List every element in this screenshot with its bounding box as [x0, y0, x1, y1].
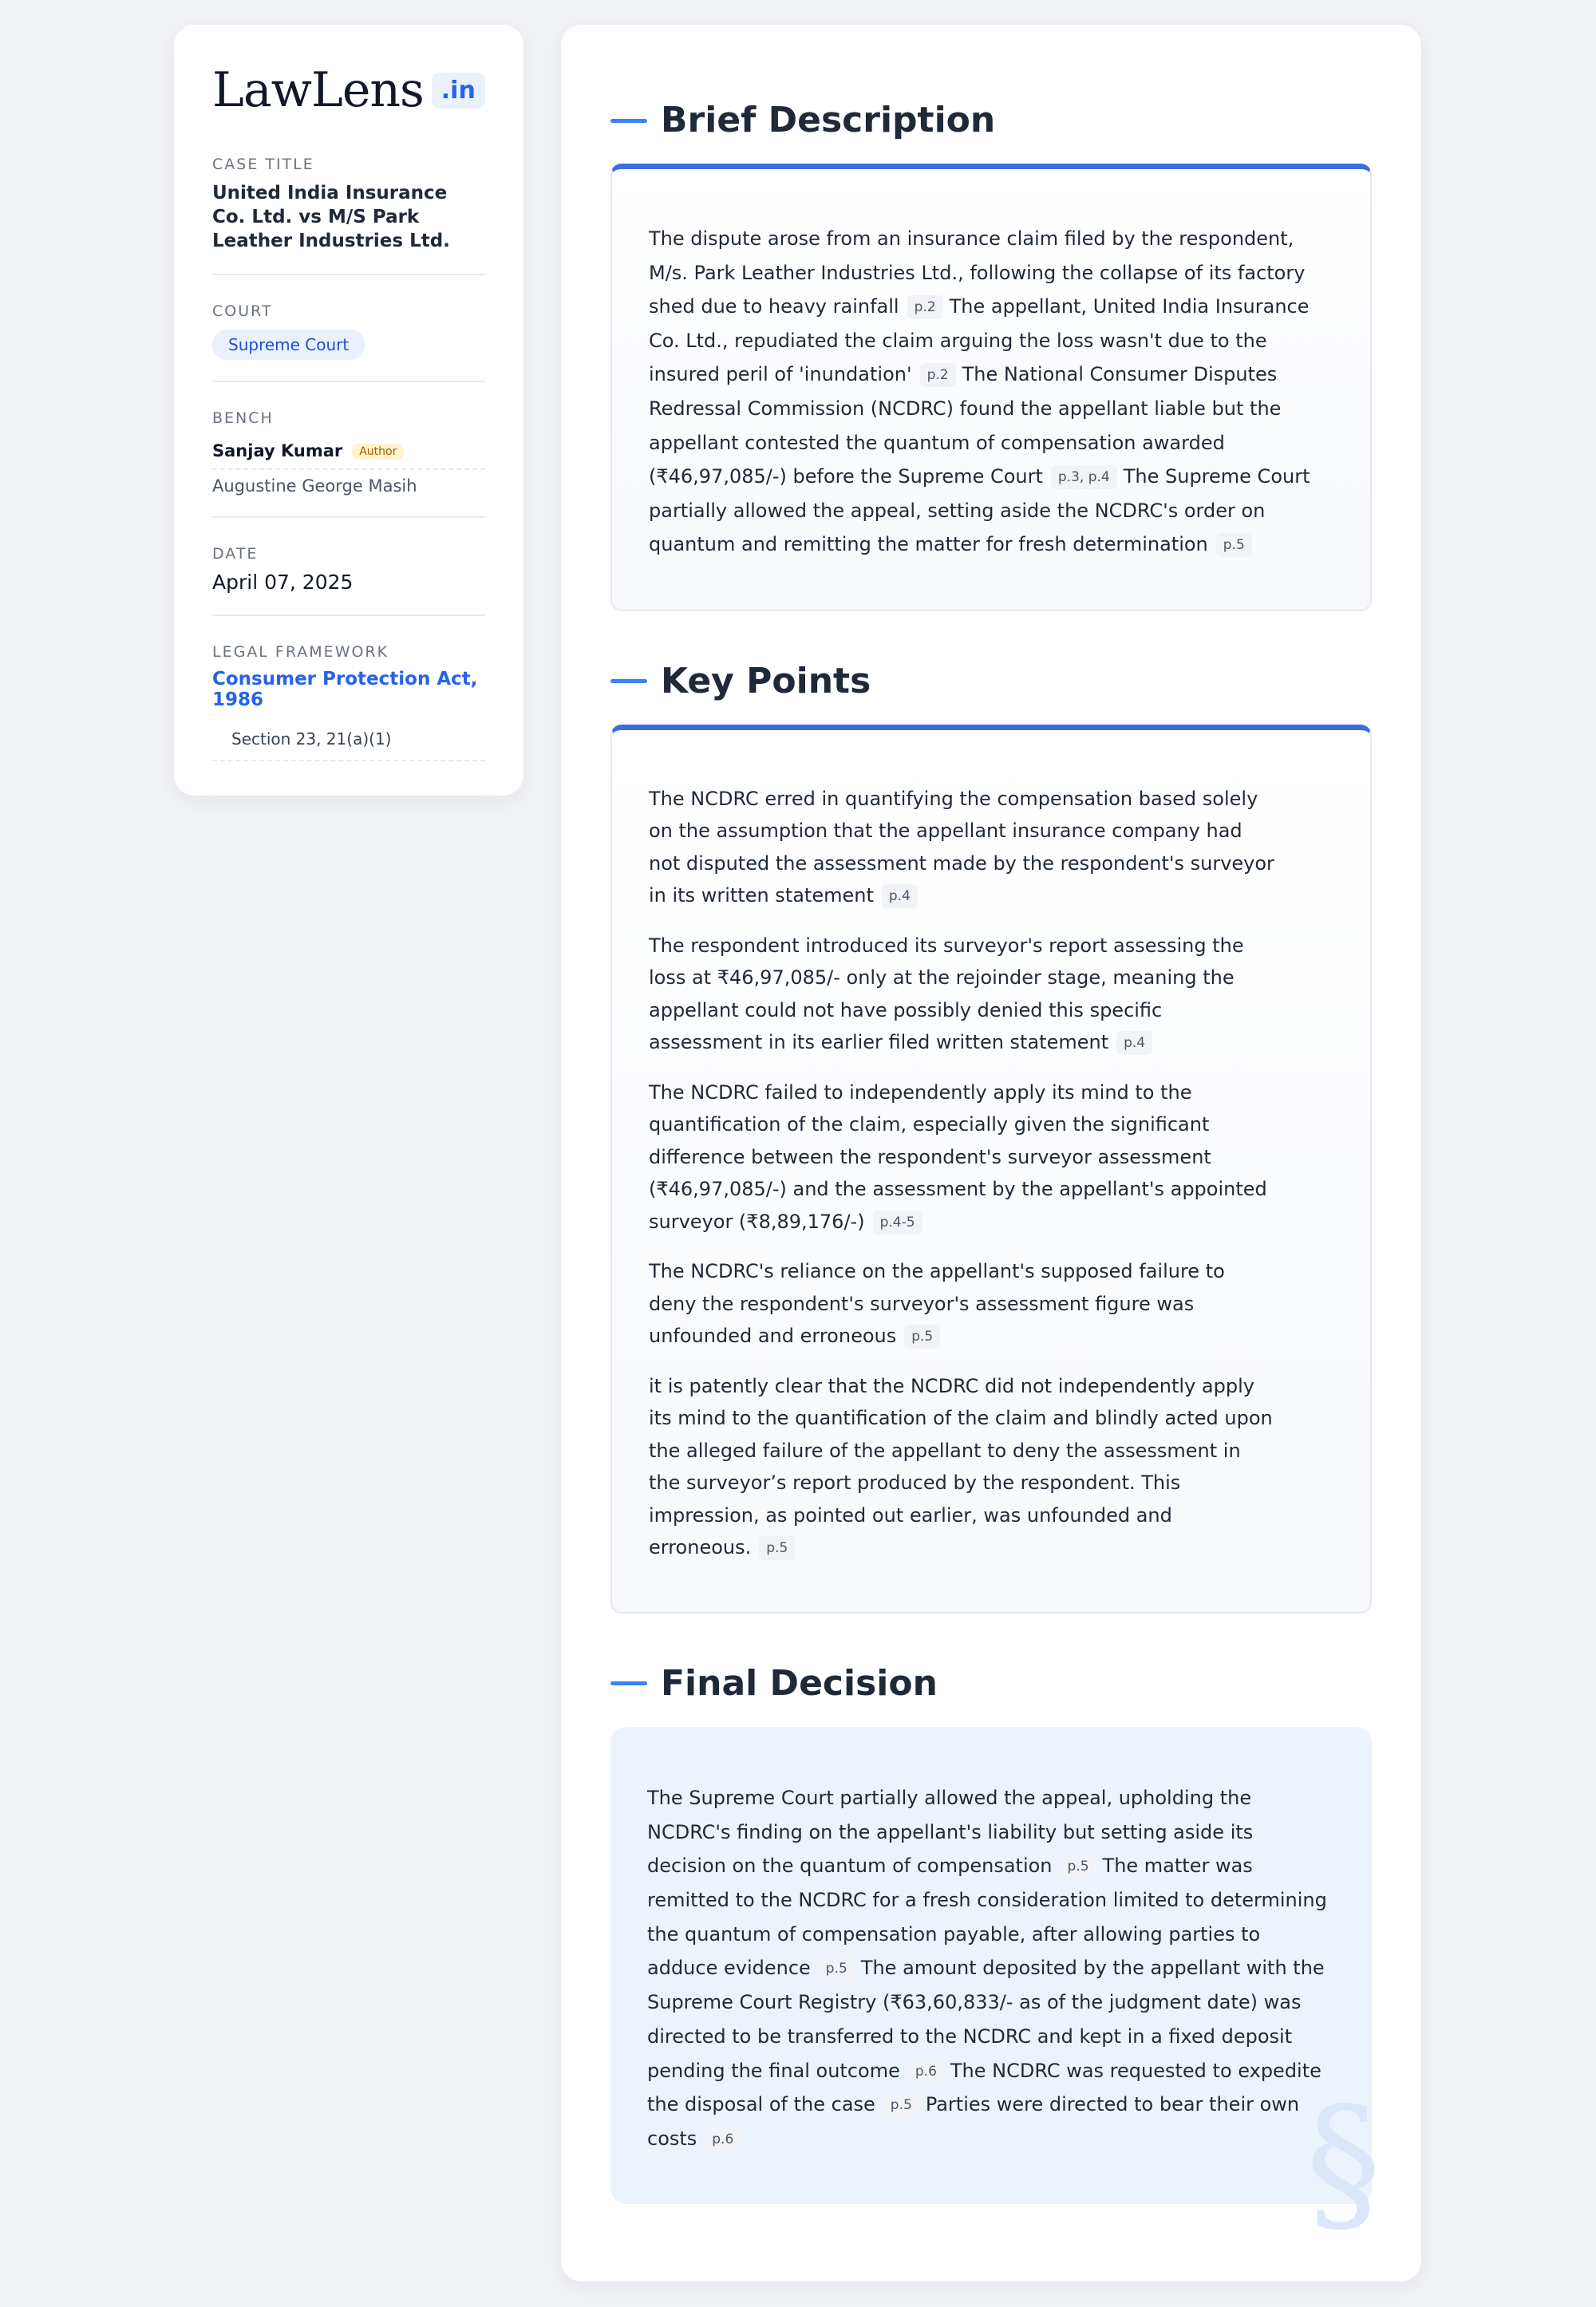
final-segment: The Supreme Court partially allowed the appeal, upholding the NCDRC's finding on the appellant's liability but setting aside its decision on the quantum of compensation	[647, 1786, 1254, 1878]
final-segment: The matter was remitted to the NCDRC for a fresh consideration limited to determining the quantum of compensation payable, after allowing parties to adduce evidence	[647, 1855, 1327, 1980]
key-points-heading	[610, 660, 1372, 701]
case-title-label: CASE TITLE	[212, 156, 314, 173]
section-title: Brief Description	[661, 100, 996, 140]
page-citation[interactable]: p.5	[759, 1536, 795, 1560]
page-citation[interactable]: p.4	[1116, 1031, 1152, 1055]
final-segment: The NCDRC was requested to expedite the disposal of the case	[647, 2059, 1321, 2116]
bench-section	[212, 409, 485, 518]
page-citation[interactable]: p.6	[705, 2127, 741, 2151]
judge-name: Sanjay Kumar	[212, 441, 343, 460]
act-link[interactable]: Consumer Protection Act, 1986	[212, 669, 478, 710]
key-point-text: The NCDRC's reliance on the appellant's supposed failure to deny the respondent's surveyor's assessment figure was unfounded and erroneous	[649, 1260, 1225, 1348]
section-title: Final Decision	[661, 1662, 938, 1704]
page-citation[interactable]: p.5	[1216, 533, 1252, 557]
brief-segment: The National Consumer Disputes Redressal Commission (NCDRC) found the appellant liable but the appellant contested the quantum of compensation awarded (₹46,97,085/-) before the Supreme Court	[649, 363, 1282, 488]
final-decision-heading	[610, 1662, 1372, 1704]
page-citation[interactable]: p.6	[908, 2060, 944, 2084]
judgment-date: April 07, 2025	[212, 571, 354, 594]
court-badge: Supreme Court	[212, 330, 365, 360]
key-point-item	[649, 1370, 1333, 1564]
key-point-item	[649, 1076, 1333, 1238]
page-citation[interactable]: p.2	[920, 363, 956, 387]
court-section	[212, 302, 485, 382]
page-citation[interactable]: p.2	[907, 295, 943, 319]
page-citation[interactable]: p.5	[819, 1957, 855, 1981]
key-point-text: The NCDRC failed to independently apply its mind to the quantification of the claim, especially given the significant difference between the respondent's surveyor assessment (₹46,97,085/-) and the assessment by the appellant's appointed surveyor (₹8,89,176/-)	[649, 1080, 1267, 1233]
page-citation[interactable]: p.5	[904, 1325, 940, 1349]
brief-segment: The appellant, United India Insurance Co. Ltd., repudiated the claim arguing the loss wasn't due to the insured peril of 'inundation'	[649, 295, 1310, 386]
brief-description-text	[649, 222, 1333, 562]
logo-domain-badge: .in	[432, 73, 485, 109]
page-citation[interactable]: p.5	[1061, 1855, 1096, 1878]
heading-accent-dash	[610, 119, 647, 123]
logo-wordmark: LawLens	[212, 62, 424, 118]
court-label: COURT	[212, 302, 273, 320]
case-title: United India Insurance Co. Ltd. vs M/S Park Leather Industries Ltd.	[212, 183, 450, 251]
case-summary-panel	[561, 25, 1421, 2281]
brief-description-heading	[610, 100, 1372, 140]
brief-description-card	[610, 164, 1372, 611]
brief-segment: The Supreme Court partially allowed the appeal, setting aside the NCDRC's order on quantum and remitting the matter for fresh determination	[649, 465, 1310, 556]
heading-accent-dash	[610, 679, 647, 683]
key-point-item	[649, 930, 1333, 1059]
judge-row	[212, 470, 485, 504]
legal-framework-section	[212, 643, 485, 801]
act-sections: Section 23, 21(a)(1)	[212, 710, 485, 761]
section-symbol-watermark-icon: §	[1306, 2074, 1381, 2251]
judge-row	[212, 435, 485, 470]
page-citation[interactable]: p.3, p.4	[1051, 465, 1117, 489]
key-points-card	[610, 725, 1372, 1614]
bench-label: BENCH	[212, 409, 274, 427]
brief-segment: The dispute arose from an insurance claim filed by the respondent, M/s. Park Leather Industries Ltd., following the collapse of its factory shed due to heavy rainfall	[649, 227, 1306, 318]
key-point-item	[649, 783, 1333, 912]
date-label: DATE	[212, 545, 259, 563]
final-decision-text	[647, 1781, 1335, 2156]
key-point-text: The NCDRC erred in quantifying the compensation based solely on the assumption that the appellant insurance company had not disputed the assessment made by the respondent's surveyor in its written statement	[649, 787, 1274, 907]
date-section	[212, 545, 485, 616]
case-title-section	[212, 156, 485, 275]
page-citation[interactable]: p.5	[883, 2093, 919, 2117]
final-segment: The amount deposited by the appellant with the Supreme Court Registry (₹63,60,833/- as of the judgment date) was directed to be transferred to the NCDRC and kept in a fixed deposit pending the final outcome	[647, 1957, 1325, 2082]
key-point-text: The respondent introduced its surveyor's report assessing the loss at ₹46,97,085/- only at the rejoinder stage, meaning the appellant could not have possibly denied this specific assessment in its earlier filed written statement	[649, 934, 1244, 1054]
legal-framework-label: LEGAL FRAMEWORK	[212, 643, 389, 661]
key-point-item	[649, 1255, 1333, 1353]
section-title: Key Points	[661, 660, 871, 701]
final-decision-card	[610, 1727, 1381, 2251]
author-badge: Author	[352, 444, 404, 460]
heading-accent-dash	[610, 1681, 647, 1685]
judge-name: Augustine George Masih	[212, 476, 417, 496]
page-citation[interactable]: p.4	[882, 884, 918, 908]
page-citation[interactable]: p.4-5	[873, 1211, 922, 1234]
logo[interactable]	[212, 62, 485, 118]
key-point-text: it is patently clear that the NCDRC did not independently apply its mind to the quantification of the claim and blindly acted upon the alleged failure of the appellant to deny the assessment in the surveyor’s report produced by the respondent. This impression, as pointed out earlier, was unfounded and erroneous.	[649, 1374, 1273, 1559]
case-sidebar	[174, 25, 523, 796]
final-segment: Parties were directed to bear their own costs	[647, 2093, 1300, 2150]
